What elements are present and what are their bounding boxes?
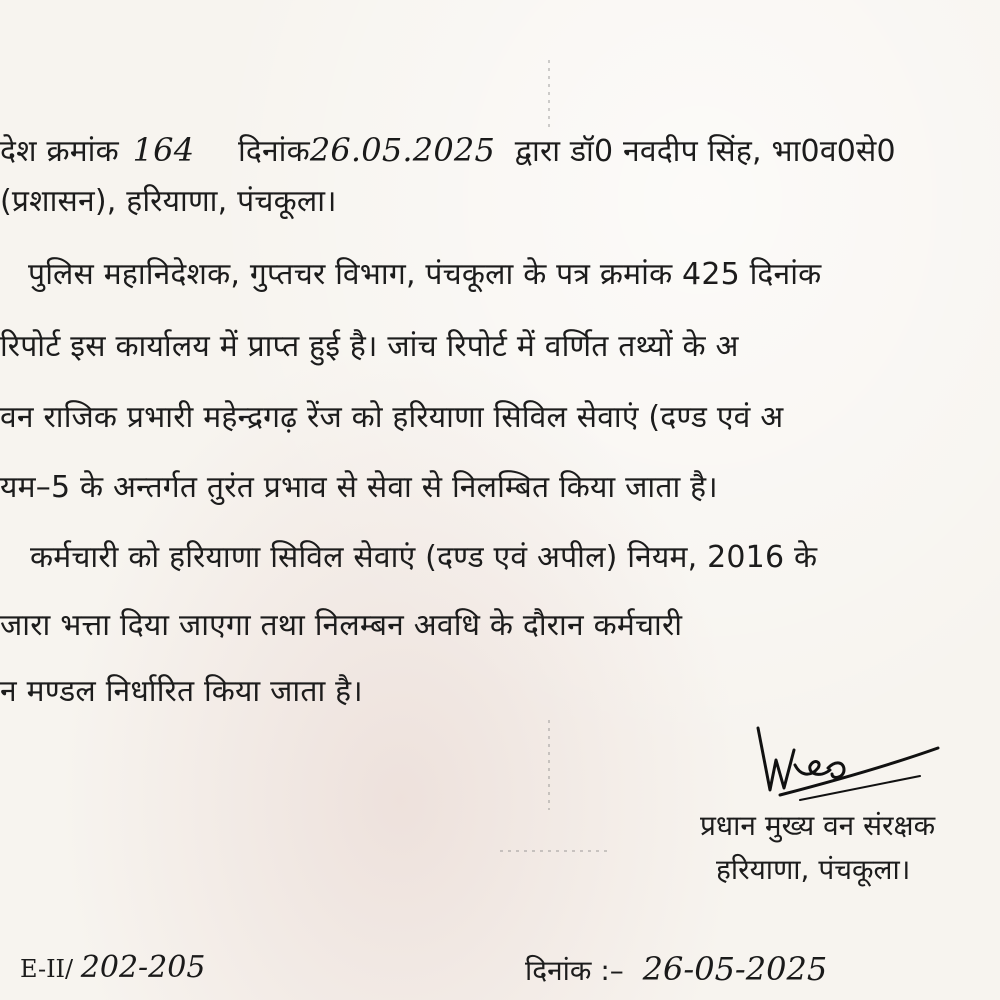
handwritten-signature: [740, 720, 950, 810]
order-prefix: देश क्रमांक: [0, 134, 119, 169]
para2-line3: वन राजिक प्रभारी महेन्द्रगढ़ रेंज को हरियाणा सिविल सेवाएं (दण्ड एवं अ: [0, 400, 784, 435]
para1-line1: [0, 132, 896, 170]
footer-date-handwritten: 26-05-2025: [642, 950, 828, 988]
reference-prefix: E-II/: [20, 955, 74, 983]
signatory-location: हरियाणा, पंचकूला।: [716, 853, 911, 886]
para1-line2: (प्रशासन), हरियाणा, पंचकूला।: [0, 184, 337, 219]
para2-line2: रिपोर्ट इस कार्यालय में प्राप्त हुई है। जांच रिपोर्ट में वर्णित तथ्यों के अ: [0, 329, 739, 364]
order-date-handwritten: 26.05.2025: [309, 131, 496, 169]
fold-mark-vertical: [548, 60, 550, 130]
footer-date: [525, 950, 827, 989]
order-date-label: दिनांक: [238, 134, 310, 169]
order-issuer: द्वारा डॉ0 नवदीप सिंह, भा0व0से0: [514, 134, 896, 169]
reference-number-handwritten: 202-205: [80, 950, 206, 985]
para3-line3: न मण्डल निर्धारित किया जाता है।: [0, 674, 363, 709]
reference-number: [20, 950, 205, 985]
para2-line1: पुलिस महानिदेशक, गुप्तचर विभाग, पंचकूला के पत्र क्रमांक 425 दिनांक: [28, 257, 822, 292]
order-number-handwritten: 164: [132, 131, 195, 169]
para3-line2: जारा भत्ता दिया जाएगा तथा निलम्बन अवधि के दौरान कर्मचारी: [0, 608, 683, 643]
footer-date-label: दिनांक :–: [525, 954, 624, 987]
para2-line4: यम–5 के अन्तर्गत तुरंत प्रभाव से सेवा से निलम्बित किया जाता है।: [0, 470, 718, 505]
signatory-designation: प्रधान मुख्य वन संरक्षक: [700, 809, 936, 842]
fold-mark-horizontal: [500, 850, 610, 852]
para3-line1: कर्मचारी को हरियाणा सिविल सेवाएं (दण्ड एवं अपील) नियम, 2016 के: [30, 540, 818, 575]
fold-mark-vertical-lower: [548, 720, 550, 810]
